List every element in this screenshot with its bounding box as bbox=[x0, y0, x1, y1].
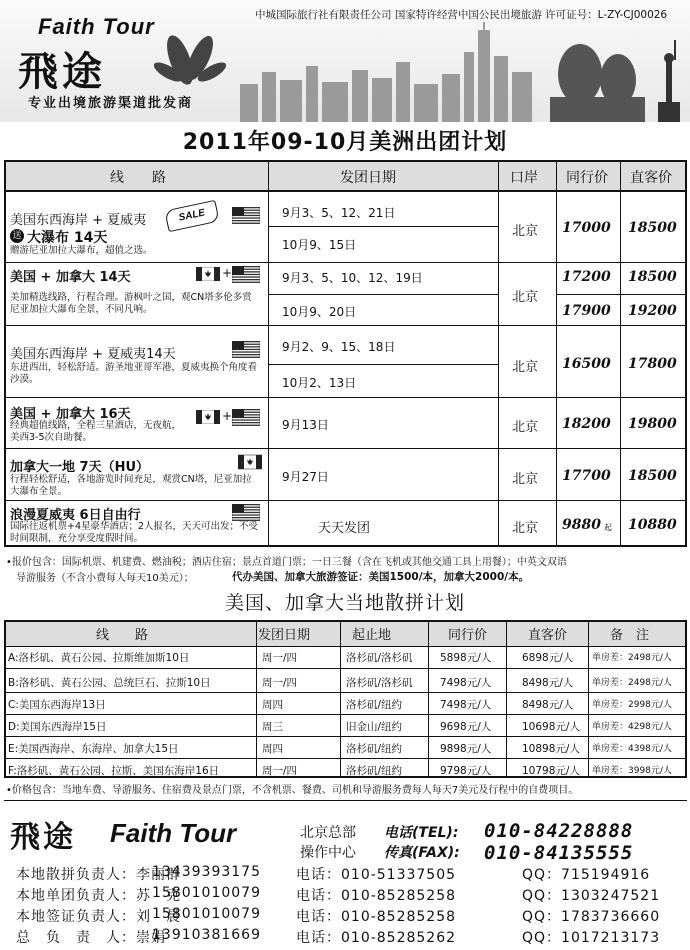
divider bbox=[4, 397, 687, 398]
divider bbox=[256, 620, 257, 778]
divider bbox=[268, 160, 269, 547]
local-tour-departure-day: 周一/四 bbox=[262, 765, 298, 777]
canada-flag-icon bbox=[238, 454, 262, 470]
footer-wordmark: Faith Tour bbox=[110, 818, 237, 848]
route-description: 美加精选线路，行程合理。游枫叶之国，观CN塔多伦多赏尼亚加拉大瀑布全景，不同凡响。 bbox=[10, 292, 252, 315]
divider bbox=[340, 620, 341, 778]
route-name: 美国 + 加拿大 16天 bbox=[10, 407, 131, 422]
local-tour-peer-price: 7498元/人 bbox=[440, 677, 492, 689]
canada-flag-icon bbox=[196, 410, 220, 424]
peer-price: 17900 bbox=[562, 303, 611, 319]
route-name: 美国东西海岸 + 夏威夷 bbox=[10, 213, 147, 228]
license-text: 中城国际旅行社有限责任公司 国家特许经营中国公民出境旅游 许可证号：L-ZY-CJ00026 bbox=[255, 9, 668, 21]
plus-sign: + bbox=[222, 266, 233, 280]
divider bbox=[268, 364, 498, 365]
local-tour-start-end: 洛杉矶/纽约 bbox=[346, 699, 403, 711]
divider bbox=[268, 294, 498, 295]
contact-tel: 电话：010-85285258 bbox=[296, 888, 457, 904]
divider bbox=[4, 325, 687, 326]
contact-qq: QQ：1017213173 bbox=[522, 930, 661, 946]
divider bbox=[268, 226, 498, 227]
main-phone: 010-84228888 bbox=[484, 820, 634, 842]
header-direct-price: 直客价 bbox=[528, 628, 568, 643]
contact-qq: QQ：715194916 bbox=[522, 867, 651, 883]
local-tour-route: F:洛杉矶、黄石公园、拉斯、美国东海岸16日 bbox=[8, 765, 220, 777]
route-name: 美国 + 加拿大 14天 bbox=[10, 270, 131, 285]
header-route: 线 路 bbox=[96, 628, 149, 643]
local-tour-remark: 单房差：2498元/人 bbox=[592, 678, 672, 688]
contact-mobile: 15801010079 bbox=[152, 906, 261, 922]
local-tour-route: D:美国东西海岸15日 bbox=[8, 721, 107, 733]
divider bbox=[588, 620, 589, 778]
price-from-suffix: 起 bbox=[604, 523, 612, 532]
sale-tag: SALE bbox=[164, 200, 219, 232]
header-banner bbox=[0, 0, 690, 122]
divider bbox=[556, 294, 687, 295]
tel-label: 电话(TEL): bbox=[384, 825, 459, 841]
section-title: 美国、加拿大当地散拼计划 bbox=[224, 592, 465, 614]
header-departure-date: 发团日期 bbox=[340, 170, 396, 186]
local-tour-start-end: 洛杉矶/纽约 bbox=[346, 765, 403, 777]
local-price-includes-note: •价格包含：当地车费、导游服务、住宿费及景点门票，不含机票、餐费、司机和导游服务费每人每天7美元及行程中的自费项目。 bbox=[6, 785, 579, 796]
peer-price: 17700 bbox=[562, 468, 611, 484]
local-tour-peer-price: 5898元/人 bbox=[440, 652, 492, 664]
contact-mobile: 13439393175 bbox=[152, 864, 261, 880]
us-flag-icon bbox=[232, 341, 260, 358]
divider bbox=[556, 160, 557, 547]
contact-role: 本地单团负责人：苏 克 bbox=[16, 888, 181, 904]
direct-price: 10880 bbox=[628, 517, 677, 533]
divider bbox=[4, 800, 687, 801]
local-tour-remark: 单房差：2998元/人 bbox=[592, 700, 672, 710]
departure-date: 9月13日 bbox=[282, 418, 329, 432]
fax-label: 传真(FAX): bbox=[384, 845, 460, 861]
local-tour-departure-day: 周四 bbox=[262, 699, 283, 711]
local-tour-direct-price: 8498元/人 bbox=[522, 699, 574, 711]
direct-price: 18500 bbox=[628, 468, 677, 484]
us-flag-icon bbox=[232, 266, 260, 283]
direct-price: 19800 bbox=[628, 416, 677, 432]
route-name: 浪漫夏威夷 6日自由行 bbox=[10, 508, 141, 523]
local-tour-peer-price: 9898元/人 bbox=[440, 743, 492, 755]
local-tour-remark: 单房差：3998元/人 bbox=[592, 766, 672, 776]
peer-price: 17000 bbox=[562, 220, 611, 236]
local-tour-direct-price: 8498元/人 bbox=[522, 677, 574, 689]
local-tour-route: E:美国西海岸、东海岸、加拿大15日 bbox=[8, 743, 179, 755]
local-tour-route: C:美国东西海岸13日 bbox=[8, 699, 106, 711]
divider bbox=[506, 620, 507, 778]
departure-date: 10月2、13日 bbox=[282, 376, 357, 390]
local-tour-departure-day: 周一/四 bbox=[262, 677, 298, 689]
divider bbox=[4, 262, 687, 263]
gift-badge: 送 bbox=[10, 229, 24, 243]
us-flag-icon bbox=[232, 504, 260, 521]
contact-role: 本地散拼负责人：李丽群 bbox=[16, 867, 181, 883]
divider bbox=[4, 758, 687, 759]
local-tour-route: B:洛杉矶、黄石公园、总统巨石、拉斯10日 bbox=[8, 677, 211, 689]
us-flag-icon bbox=[232, 409, 260, 426]
local-tour-route: A:洛杉矶、黄石公园、拉斯维加斯10日 bbox=[8, 652, 190, 664]
local-tour-remark: 单房差：2498元/人 bbox=[592, 653, 672, 663]
local-tour-peer-price: 7498元/人 bbox=[440, 699, 492, 711]
route-name: 美国东西海岸 + 夏威夷14天 bbox=[10, 347, 176, 362]
contact-tel: 电话：010-85285258 bbox=[296, 909, 457, 925]
divider bbox=[4, 692, 687, 693]
local-tour-peer-price: 9798元/人 bbox=[440, 765, 492, 777]
local-tour-remark: 单房差：4398元/人 bbox=[592, 744, 672, 754]
local-tour-direct-price: 10798元/人 bbox=[522, 765, 580, 777]
local-tour-direct-price: 10698元/人 bbox=[522, 721, 580, 733]
departure-date: 9月27日 bbox=[282, 470, 329, 484]
departure-date: 9月3、5、12、21日 bbox=[282, 206, 396, 220]
direct-price: 17800 bbox=[628, 356, 677, 372]
departure-date: 9月2、9、15、18日 bbox=[282, 340, 396, 354]
local-tour-start-end: 洛杉矶/洛杉矶 bbox=[346, 677, 413, 689]
visa-note: 代办美国、加拿大旅游签证：美国1500/本，加拿大2000/本。 bbox=[232, 571, 530, 583]
plus-sign: + bbox=[222, 409, 233, 423]
contact-role: 本地签证负责人：刘 晨 bbox=[16, 909, 181, 925]
operations-label: 操作中心 bbox=[300, 845, 356, 861]
departure-date: 天天发团 bbox=[318, 521, 371, 536]
brand-slogan: 专业出境旅游渠道批发商 bbox=[28, 96, 194, 111]
contact-qq: QQ：1303247521 bbox=[522, 888, 661, 904]
contact-mobile: 13910381669 bbox=[152, 927, 261, 943]
local-tour-start-end: 旧金山/纽约 bbox=[346, 721, 403, 733]
port: 北京 bbox=[512, 360, 539, 375]
header-start-end: 起止地 bbox=[352, 628, 392, 643]
local-tour-departure-day: 周三 bbox=[262, 721, 283, 733]
contact-mobile: 15801010079 bbox=[152, 885, 261, 901]
leaf-logo-icon bbox=[150, 20, 230, 90]
local-tour-remark: 单房差：4298元/人 bbox=[592, 722, 672, 732]
header-peer-price: 同行价 bbox=[448, 628, 488, 643]
header-remarks: 备 注 bbox=[610, 628, 650, 643]
route-description: 国际往返机票+4星豪华酒店；2人报名，天天可出发；不受时间限制，充分享受度假时间。 bbox=[10, 521, 259, 544]
route-description: 东进西出，轻松舒适。游圣地亚哥军港，夏威夷换个角度看沙漠。 bbox=[10, 362, 258, 385]
port: 北京 bbox=[512, 472, 539, 487]
route-name: 加拿大一地 7天（HU） bbox=[10, 460, 150, 475]
city-skyline-graphic bbox=[200, 22, 690, 122]
header-direct-price: 直客价 bbox=[630, 170, 672, 186]
local-tour-peer-price: 9698元/人 bbox=[440, 721, 492, 733]
route-description: 行程轻松舒适，各地游览时间充足，观赏CN塔，尼亚加拉大瀑布全景。 bbox=[10, 474, 252, 497]
departure-date: 10月9、15日 bbox=[282, 238, 357, 252]
header-peer-price: 同行价 bbox=[566, 170, 608, 186]
port: 北京 bbox=[512, 290, 539, 305]
guide-service-note: 导游服务（不含小费每人每天10美元）； bbox=[16, 573, 194, 584]
contact-role: 总 负 责 人：崇娟 bbox=[16, 930, 166, 946]
direct-price: 18500 bbox=[628, 269, 677, 285]
divider bbox=[428, 620, 429, 778]
divider bbox=[4, 500, 687, 501]
divider bbox=[4, 736, 687, 737]
peer-price: 18200 bbox=[562, 416, 611, 432]
contact-tel: 电话：010-85285262 bbox=[296, 930, 457, 946]
local-tour-direct-price: 10898元/人 bbox=[522, 743, 580, 755]
main-fax: 010-84135555 bbox=[484, 842, 634, 864]
direct-price: 19200 bbox=[628, 303, 677, 319]
route-description: 赠游尼亚加拉大瀑布，超值之选。 bbox=[10, 245, 153, 256]
canada-flag-icon bbox=[196, 267, 220, 281]
peer-price: 16500 bbox=[562, 356, 611, 372]
us-flag-icon bbox=[232, 207, 260, 224]
contact-qq: QQ：1783736660 bbox=[522, 909, 661, 925]
page-title: 2011年09-10月美洲出团计划 bbox=[182, 130, 508, 155]
divider bbox=[4, 714, 687, 715]
local-tour-departure-day: 周四 bbox=[262, 743, 283, 755]
divider bbox=[4, 668, 687, 669]
brand-wordmark: Faith Tour bbox=[38, 14, 155, 39]
divider bbox=[4, 448, 687, 449]
route-description: 经典超值线路，全程三星酒店，无夜航，美西3-5次自助餐。 bbox=[10, 420, 182, 443]
header-departure-date: 发团日期 bbox=[258, 628, 311, 643]
direct-price: 18500 bbox=[628, 220, 677, 236]
divider bbox=[498, 160, 499, 547]
departure-date: 9月3、5、10、12、19日 bbox=[282, 271, 423, 285]
port: 北京 bbox=[512, 420, 539, 435]
header-route: 线 路 bbox=[110, 170, 166, 186]
departure-date: 10月9、20日 bbox=[282, 305, 357, 319]
route-name-sub: 大瀑布 14天 bbox=[27, 230, 108, 246]
peer-price: 9880 bbox=[562, 517, 601, 533]
port: 北京 bbox=[512, 521, 539, 536]
local-tour-departure-day: 周一/四 bbox=[262, 652, 298, 664]
divider bbox=[620, 160, 621, 547]
footer-chinese-logo: 飛途 bbox=[10, 820, 76, 855]
peer-price: 17200 bbox=[562, 269, 611, 285]
local-tour-direct-price: 6898元/人 bbox=[522, 652, 574, 664]
price-includes-note: •报价包含：国际机票、机建费、燃油税；酒店住宿；景点首道门票；一日三餐（含在飞机或其他交通工具上用餐）；中英文双语 bbox=[6, 557, 567, 568]
port: 北京 bbox=[512, 224, 539, 239]
hq-label: 北京总部 bbox=[300, 825, 356, 841]
local-tour-start-end: 洛杉矶/纽约 bbox=[346, 743, 403, 755]
brand-chinese-logo: 飛途 bbox=[18, 48, 106, 95]
local-tour-start-end: 洛杉矶/洛杉矶 bbox=[346, 652, 413, 664]
contact-tel: 电话：010-51337505 bbox=[296, 867, 457, 883]
header-port: 口岸 bbox=[510, 170, 538, 186]
